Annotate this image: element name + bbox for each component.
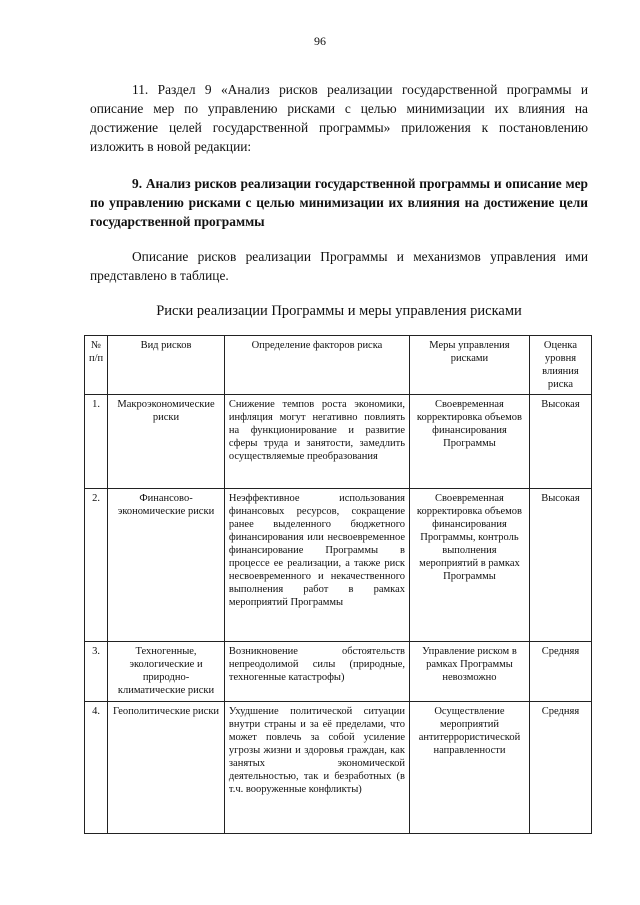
row-risk-measures: Управление риском в рамках Программы невозможно bbox=[410, 642, 530, 702]
table-row bbox=[85, 489, 592, 642]
row-risk-assessment: Высокая bbox=[529, 489, 591, 642]
header-factors: Определение факторов риска bbox=[224, 336, 409, 395]
section-heading-text: 9. Анализ рисков реализации государственной программы и описание мер по управлению рисками с целью минимизации их влияния на достижение цели государственной программы bbox=[90, 176, 588, 229]
row-risk-factors: Ухудшение политической ситуации внутри страны и за её пределами, что может повлечь за собой усиление угрозы жизни и здоровья граждан, как занятых экономической деятельностью, так и безработных (в т.ч. вооруженные конфликты) bbox=[224, 702, 409, 834]
header-assessment: Оценка уровня влияния риска bbox=[529, 336, 591, 395]
row-risk-measures: Своевременная корректировка объемов финансирования Программы, контроль выполнения мероприятий в рамках Программы bbox=[410, 489, 530, 642]
row-risk-factors: Снижение темпов роста экономики, инфляция могут негативно повлиять на функционирование и развитие сферы труда и занятости, замедлить осуществляемые преобразования bbox=[224, 395, 409, 489]
row-risk-factors: Возникновение обстоятельств непреодолимой силы (природные, техногенные катастрофы) bbox=[224, 642, 409, 702]
row-risk-type: Макроэкономические риски bbox=[108, 395, 225, 489]
amendment-text: 11. Раздел 9 «Анализ рисков реализации государственной программы и описание мер по управлению рисками с целью минимизации их влияния на достижение целей государственной программы» приложения к постановлению изложить в новой редакции: bbox=[90, 82, 588, 154]
table-header-row bbox=[85, 336, 592, 395]
header-type: Вид рисков bbox=[108, 336, 225, 395]
row-risk-assessment: Средняя bbox=[529, 642, 591, 702]
row-num: 3. bbox=[85, 642, 108, 702]
table-caption: Риски реализации Программы и меры управления рисками bbox=[156, 303, 522, 319]
row-risk-type: Геополитические риски bbox=[108, 702, 225, 834]
row-risk-assessment: Высокая bbox=[529, 395, 591, 489]
intro-text: Описание рисков реализации Программы и механизмов управления ими представлено в таблице. bbox=[90, 249, 588, 283]
amendment-paragraph bbox=[90, 80, 588, 156]
row-risk-measures: Осуществление мероприятий антитеррористической направленности bbox=[410, 702, 530, 834]
section-heading bbox=[90, 174, 588, 231]
intro-paragraph bbox=[90, 247, 588, 285]
page-number: 96 bbox=[314, 34, 326, 48]
row-num: 4. bbox=[85, 702, 108, 834]
row-risk-type: Техногенные, экологические и природно-климатические риски bbox=[108, 642, 225, 702]
header-measures: Меры управления рисками bbox=[410, 336, 530, 395]
row-risk-measures: Своевременная корректировка объемов финансирования Программы bbox=[410, 395, 530, 489]
header-num: № п/п bbox=[85, 336, 108, 395]
row-risk-assessment: Средняя bbox=[529, 702, 591, 834]
risks-table bbox=[84, 335, 592, 834]
row-num: 2. bbox=[85, 489, 108, 642]
table-row bbox=[85, 642, 592, 702]
table-row bbox=[85, 702, 592, 834]
row-num: 1. bbox=[85, 395, 108, 489]
row-risk-factors: Неэффективное использования финансовых ресурсов, сокращение ранее выделенного бюджетного финансирования или несвоевременное финансирование Программы в процессе ее реализации, а также риск несвоевременного и некачественного выполнения работ в рамках мероприятий Программы bbox=[224, 489, 409, 642]
table-row bbox=[85, 395, 592, 489]
row-risk-type: Финансово-экономические риски bbox=[108, 489, 225, 642]
